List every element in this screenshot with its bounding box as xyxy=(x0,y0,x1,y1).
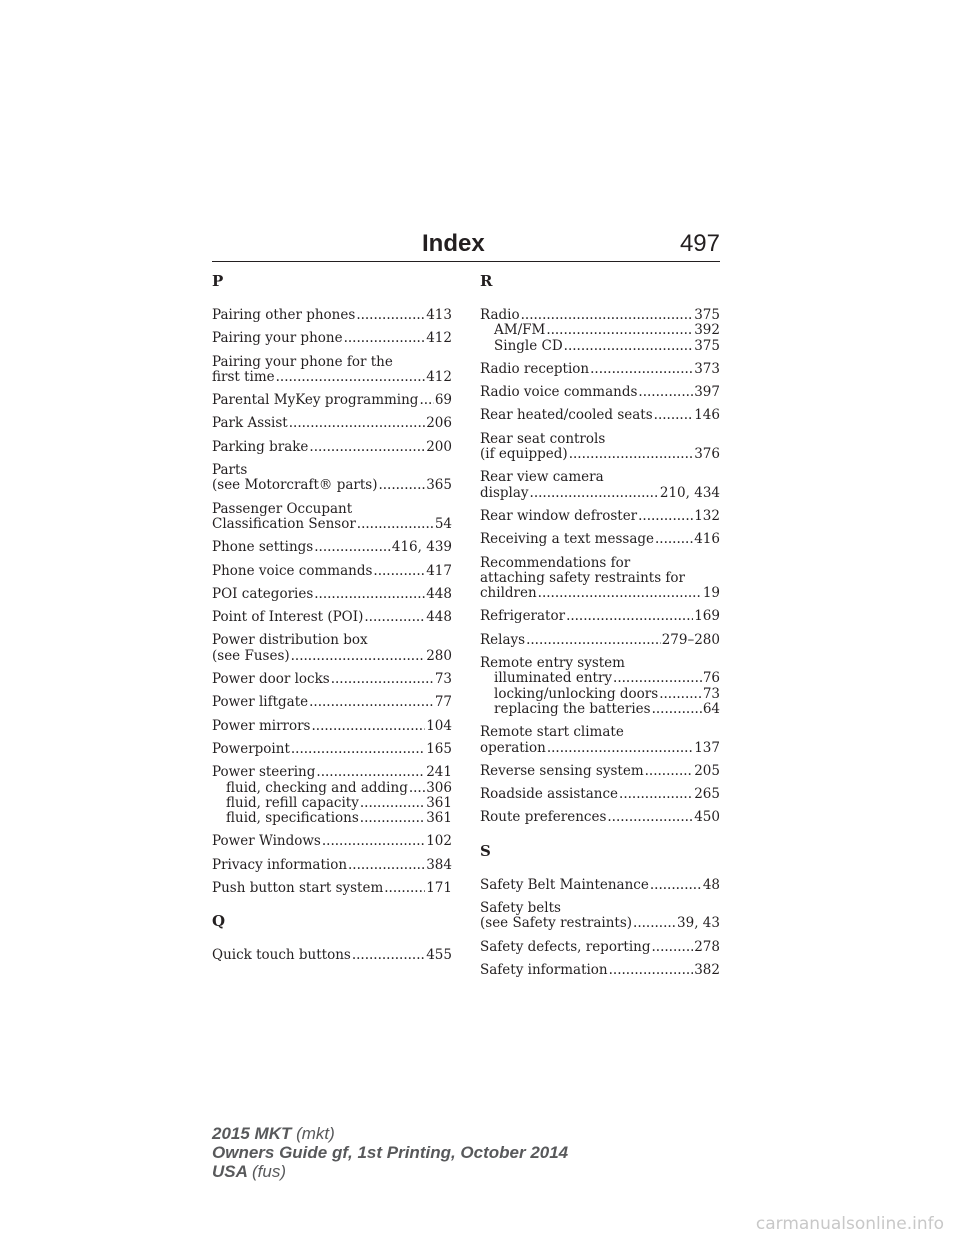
entry-label: Rear seat controls xyxy=(480,430,606,447)
entry-label: Reverse sensing system xyxy=(480,762,644,779)
index-entry-line xyxy=(480,878,720,893)
index-entry xyxy=(480,609,720,624)
index-entry-line xyxy=(212,587,452,602)
dot-leader xyxy=(316,765,425,780)
index-entry-line xyxy=(212,308,452,323)
entry-page-ref: 210, 434 xyxy=(659,484,720,501)
entry-label: POI categories xyxy=(212,585,314,602)
entry-page-ref: 73 xyxy=(702,685,720,702)
index-entry xyxy=(212,355,452,386)
entry-page-ref: 132 xyxy=(694,507,720,524)
dot-leader xyxy=(291,742,425,757)
entry-page-ref: 365 xyxy=(426,477,452,494)
index-entry-line xyxy=(480,556,720,571)
index-entry xyxy=(480,408,720,423)
index-entry-line xyxy=(212,540,452,555)
entry-page-ref: 375 xyxy=(694,307,720,323)
section-letter: P xyxy=(212,272,224,290)
entry-page-ref: 69 xyxy=(434,392,452,409)
entry-label: children xyxy=(480,585,537,602)
index-entry xyxy=(212,858,452,873)
dot-leader xyxy=(607,810,693,825)
index-entry-line xyxy=(480,940,720,955)
entry-label: Power liftgate xyxy=(212,694,309,711)
index-entry-line xyxy=(480,447,720,462)
entry-page-ref: 382 xyxy=(694,961,720,978)
entry-page-ref: 77 xyxy=(434,694,452,711)
dot-leader xyxy=(419,393,433,408)
index-entry xyxy=(480,764,720,779)
index-subentry-line xyxy=(212,811,452,826)
entry-page-ref: 73 xyxy=(434,671,452,688)
entry-label: replacing the batteries xyxy=(494,700,651,717)
entry-label: Parental MyKey programming xyxy=(212,392,419,409)
dot-leader xyxy=(655,532,693,547)
dot-leader xyxy=(309,695,434,710)
entry-label: first time xyxy=(212,368,275,385)
entry-page-ref: 171 xyxy=(426,880,452,897)
dot-leader xyxy=(546,323,693,338)
index-entry-line xyxy=(480,916,720,931)
index-entry-line xyxy=(480,764,720,779)
index-section-q xyxy=(212,910,452,963)
dot-leader xyxy=(314,587,425,602)
index-entry xyxy=(212,416,452,431)
index-entry-line xyxy=(212,370,452,385)
dot-leader xyxy=(638,385,693,400)
index-entry-line xyxy=(480,532,720,547)
index-section-p xyxy=(212,270,452,896)
dot-leader xyxy=(314,540,391,555)
index-entry-line xyxy=(480,470,720,485)
index-entry-line xyxy=(212,672,452,687)
entry-page-ref: 416, 439 xyxy=(391,539,452,556)
entry-page-ref: 392 xyxy=(694,322,720,339)
index-subentry-line xyxy=(212,796,452,811)
dot-leader xyxy=(564,339,694,354)
dot-leader xyxy=(645,764,694,779)
entry-label: (see Motorcraft® parts) xyxy=(212,477,378,494)
entry-page-ref: 375 xyxy=(694,337,720,354)
dot-leader xyxy=(654,408,694,423)
index-entry xyxy=(212,308,452,323)
entry-page-ref: 280 xyxy=(426,647,452,664)
index-entry-line xyxy=(212,393,452,408)
index-entry xyxy=(480,940,720,955)
index-entry xyxy=(480,556,720,602)
entry-label: Single CD xyxy=(494,337,563,354)
entry-label: attaching safety restraints for xyxy=(480,569,685,586)
dot-leader xyxy=(291,649,426,664)
index-entry xyxy=(480,878,720,893)
index-entry-line xyxy=(212,610,452,625)
index-entry-line xyxy=(480,725,720,740)
section-letter: R xyxy=(480,272,493,290)
index-subentry-line xyxy=(480,323,720,338)
footer-model-line xyxy=(212,1124,568,1143)
index-entry-line xyxy=(212,765,452,780)
page-number: 497 xyxy=(679,230,720,257)
entry-label: Pairing your phone xyxy=(212,330,343,347)
dot-leader xyxy=(526,633,661,648)
index-entry xyxy=(480,532,720,547)
entry-label: Passenger Occupant xyxy=(212,500,353,517)
dot-leader xyxy=(659,687,702,702)
footer-region: USA xyxy=(212,1162,248,1181)
index-entry-line xyxy=(212,463,452,478)
entry-page-ref: 169 xyxy=(694,608,720,625)
entry-page-ref: 102 xyxy=(426,833,452,850)
index-entry xyxy=(212,633,452,664)
entry-page-ref: 241 xyxy=(426,764,452,781)
entry-page-ref: 76 xyxy=(702,670,720,687)
entry-label: Remote start climate xyxy=(480,724,624,741)
index-subentry-line xyxy=(212,781,452,796)
entry-label: Safety defects, reporting xyxy=(480,938,651,955)
dot-leader xyxy=(633,916,676,931)
footer-region-line xyxy=(212,1162,568,1181)
index-entry-line xyxy=(212,517,452,532)
entry-page-ref: 104 xyxy=(426,717,452,734)
entry-label: Receiving a text message xyxy=(480,531,655,548)
index-entry-line xyxy=(480,609,720,624)
index-entry xyxy=(212,765,452,826)
index-entry-line xyxy=(212,355,452,370)
entry-label: Power door locks xyxy=(212,671,330,688)
entry-label: (see Safety restraints) xyxy=(480,915,633,932)
dot-leader xyxy=(638,509,693,524)
entry-label: Pairing other phones xyxy=(212,307,356,323)
entry-label: locking/unlocking doors xyxy=(494,685,659,702)
index-entry xyxy=(480,432,720,463)
dot-leader xyxy=(409,781,425,796)
entry-label: Safety Belt Maintenance xyxy=(480,876,649,893)
entry-label: Power Windows xyxy=(212,833,321,850)
index-entry-line xyxy=(480,586,720,601)
index-entry xyxy=(480,656,720,717)
dot-leader xyxy=(360,796,425,811)
entry-page-ref: 417 xyxy=(426,562,452,579)
dot-leader xyxy=(356,308,425,323)
page-footer xyxy=(212,1124,568,1181)
index-entry-line xyxy=(212,633,452,648)
index-entry-line xyxy=(480,408,720,423)
entry-page-ref: 412 xyxy=(426,330,452,347)
entry-page-ref: 397 xyxy=(694,384,720,401)
entry-page-ref: 54 xyxy=(434,515,452,532)
index-entry-line xyxy=(212,564,452,579)
entry-label: Push button start system xyxy=(212,880,384,897)
index-entry-line xyxy=(212,719,452,734)
index-entry-line xyxy=(480,385,720,400)
index-entry xyxy=(480,509,720,524)
index-entry-line xyxy=(480,432,720,447)
footer-region-code: (fus) xyxy=(252,1162,286,1181)
entry-label: Radio reception xyxy=(480,360,590,377)
dot-leader xyxy=(344,331,426,346)
index-entry xyxy=(212,393,452,408)
dot-leader xyxy=(357,517,434,532)
index-entry xyxy=(212,440,452,455)
index-entry xyxy=(212,587,452,602)
entry-label: fluid, specifications xyxy=(226,810,359,827)
dot-leader xyxy=(538,586,702,601)
dot-leader xyxy=(312,719,426,734)
entry-page-ref: 450 xyxy=(694,809,720,826)
entry-page-ref: 137 xyxy=(694,739,720,756)
index-entry xyxy=(212,610,452,625)
index-entry xyxy=(212,742,452,757)
index-entry xyxy=(212,834,452,849)
entry-label: AM/FM xyxy=(494,322,546,339)
index-entry xyxy=(212,881,452,896)
index-column-right xyxy=(480,270,720,978)
index-entry-line xyxy=(212,858,452,873)
index-entry-line xyxy=(212,881,452,896)
index-entry-line xyxy=(480,308,720,323)
entry-label: operation xyxy=(480,739,546,756)
index-subentry-line xyxy=(480,702,720,717)
entry-label: Powerpoint xyxy=(212,740,290,757)
index-entry xyxy=(212,695,452,710)
index-entry xyxy=(480,633,720,648)
entry-label: Park Assist xyxy=(212,415,288,432)
entry-label: Quick touch buttons xyxy=(212,947,351,964)
entry-label: Parking brake xyxy=(212,438,309,455)
entry-label: Safety information xyxy=(480,961,608,978)
entry-page-ref: 200 xyxy=(426,438,452,455)
index-entry xyxy=(212,331,452,346)
entry-label: Rear window defroster xyxy=(480,507,638,524)
entry-label: Radio xyxy=(480,307,520,323)
index-subentry-line xyxy=(480,339,720,354)
index-entry-line xyxy=(212,948,452,963)
page-title: Index xyxy=(422,230,485,257)
index-entry xyxy=(480,901,720,932)
index-entry xyxy=(480,787,720,802)
index-entry-line xyxy=(212,440,452,455)
dot-leader xyxy=(384,881,425,896)
entry-page-ref: 448 xyxy=(426,585,452,602)
page-header xyxy=(212,229,720,261)
index-entry-line xyxy=(480,633,720,648)
entry-page-ref: 39, 43 xyxy=(677,915,720,932)
section-letter: S xyxy=(480,841,491,860)
dot-leader xyxy=(547,741,693,756)
index-column-left xyxy=(212,270,452,964)
index-subentry-line xyxy=(480,671,720,686)
dot-leader xyxy=(322,834,425,849)
entry-page-ref: 278 xyxy=(694,938,720,955)
entry-label: Power steering xyxy=(212,764,316,781)
entry-label: Parts xyxy=(212,462,248,479)
index-entry-line xyxy=(480,656,720,671)
index-entry xyxy=(480,470,720,501)
entry-label: Privacy information xyxy=(212,856,348,873)
entry-page-ref: 205 xyxy=(694,762,720,779)
entry-label: Pairing your phone for the xyxy=(212,353,393,370)
entry-page-ref: 48 xyxy=(702,876,720,893)
index-entry xyxy=(212,672,452,687)
entry-page-ref: 265 xyxy=(694,786,720,803)
dot-leader xyxy=(360,811,425,826)
entry-page-ref: 19 xyxy=(702,585,720,602)
entry-page-ref: 64 xyxy=(702,700,720,717)
index-entry xyxy=(480,385,720,400)
entry-label: (if equipped) xyxy=(480,446,568,463)
index-entry-line xyxy=(212,416,452,431)
entry-label: Refrigerator xyxy=(480,608,566,625)
index-entry xyxy=(480,725,720,756)
index-entry-line xyxy=(212,695,452,710)
index-section-s xyxy=(480,840,720,978)
index-entry-line xyxy=(480,571,720,586)
index-section-r xyxy=(480,270,720,826)
entry-label: Phone voice commands xyxy=(212,562,373,579)
entry-label: Rear heated/cooled seats xyxy=(480,407,653,424)
entry-page-ref: 206 xyxy=(426,415,452,432)
entry-label: (see Fuses) xyxy=(212,647,290,664)
footer-model: 2015 MKT xyxy=(212,1124,292,1143)
index-entry-line xyxy=(212,502,452,517)
dot-leader xyxy=(613,671,702,686)
header-rule xyxy=(212,261,720,262)
entry-label: Power mirrors xyxy=(212,717,311,734)
footer-model-code: (mkt) xyxy=(296,1124,335,1143)
dot-leader xyxy=(609,963,694,978)
index-subentry-line xyxy=(480,687,720,702)
index-entry xyxy=(212,540,452,555)
index-entry-line xyxy=(480,901,720,916)
dot-leader xyxy=(289,416,425,431)
entry-label: Relays xyxy=(480,631,526,648)
index-entry-line xyxy=(212,834,452,849)
entry-page-ref: 373 xyxy=(694,360,720,377)
index-entry-line xyxy=(212,331,452,346)
entry-label: illuminated entry xyxy=(494,670,613,687)
index-entry xyxy=(480,963,720,978)
index-entry-line xyxy=(480,741,720,756)
index-entry xyxy=(212,564,452,579)
entry-label: Phone settings xyxy=(212,539,314,556)
entry-page-ref: 416 xyxy=(694,531,720,548)
entry-label: Recommendations for xyxy=(480,554,631,571)
index-entry xyxy=(212,719,452,734)
dot-leader xyxy=(352,948,425,963)
index-entry-line xyxy=(212,649,452,664)
index-entry xyxy=(212,948,452,963)
dot-leader xyxy=(590,362,693,377)
dot-leader xyxy=(331,672,434,687)
entry-page-ref: 448 xyxy=(426,609,452,626)
index-entry xyxy=(480,362,720,377)
dot-leader xyxy=(309,440,425,455)
entry-label: Power distribution box xyxy=(212,632,368,649)
index-entry-line xyxy=(480,486,720,501)
index-entry xyxy=(480,810,720,825)
dot-leader xyxy=(569,447,694,462)
dot-leader xyxy=(373,564,425,579)
entry-page-ref: 376 xyxy=(694,446,720,463)
entry-label: Classification Sensor xyxy=(212,515,356,532)
entry-page-ref: 146 xyxy=(694,407,720,424)
section-letter: Q xyxy=(212,912,226,931)
entry-label: Rear view camera xyxy=(480,469,604,486)
entry-label: Remote entry system xyxy=(480,655,625,672)
entry-page-ref: 361 xyxy=(426,794,452,811)
dot-leader xyxy=(378,478,425,493)
entry-label: fluid, checking and adding xyxy=(226,779,408,796)
entry-page-ref: 455 xyxy=(426,947,452,964)
dot-leader xyxy=(619,787,693,802)
index-entry xyxy=(480,308,720,354)
index-entry-line xyxy=(480,810,720,825)
entry-page-ref: 165 xyxy=(426,740,452,757)
dot-leader xyxy=(566,609,693,624)
dot-leader xyxy=(650,878,702,893)
entry-page-ref: 361 xyxy=(426,810,452,827)
entry-page-ref: 306 xyxy=(426,779,452,796)
entry-label: Safety belts xyxy=(480,900,561,917)
index-entry xyxy=(212,463,452,494)
entry-label: display xyxy=(480,484,529,501)
entry-page-ref: 412 xyxy=(426,368,452,385)
index-entry-line xyxy=(480,509,720,524)
index-entry-line xyxy=(480,787,720,802)
dot-leader xyxy=(364,610,425,625)
index-entry-line xyxy=(480,362,720,377)
dot-leader xyxy=(651,940,693,955)
entry-label: fluid, refill capacity xyxy=(226,794,359,811)
index-entry-line xyxy=(212,742,452,757)
watermark: carmanualsonline.info xyxy=(755,1214,944,1234)
index-entry xyxy=(212,502,452,533)
entry-label: Point of Interest (POI) xyxy=(212,609,364,626)
entry-label: Roadside assistance xyxy=(480,786,619,803)
index-entry-line xyxy=(212,478,452,493)
entry-label: Route preferences xyxy=(480,809,607,826)
footer-guide: Owners Guide gf, 1st Printing, October 2014 xyxy=(212,1143,569,1162)
index-entry-line xyxy=(480,963,720,978)
dot-leader xyxy=(276,370,426,385)
entry-page-ref: 413 xyxy=(426,307,452,323)
entry-label: Radio voice commands xyxy=(480,384,638,401)
dot-leader xyxy=(521,308,694,323)
dot-leader xyxy=(530,486,659,501)
entry-page-ref: 384 xyxy=(426,856,452,873)
dot-leader xyxy=(652,702,702,717)
entry-page-ref: 279–280 xyxy=(661,631,720,648)
dot-leader xyxy=(348,858,425,873)
